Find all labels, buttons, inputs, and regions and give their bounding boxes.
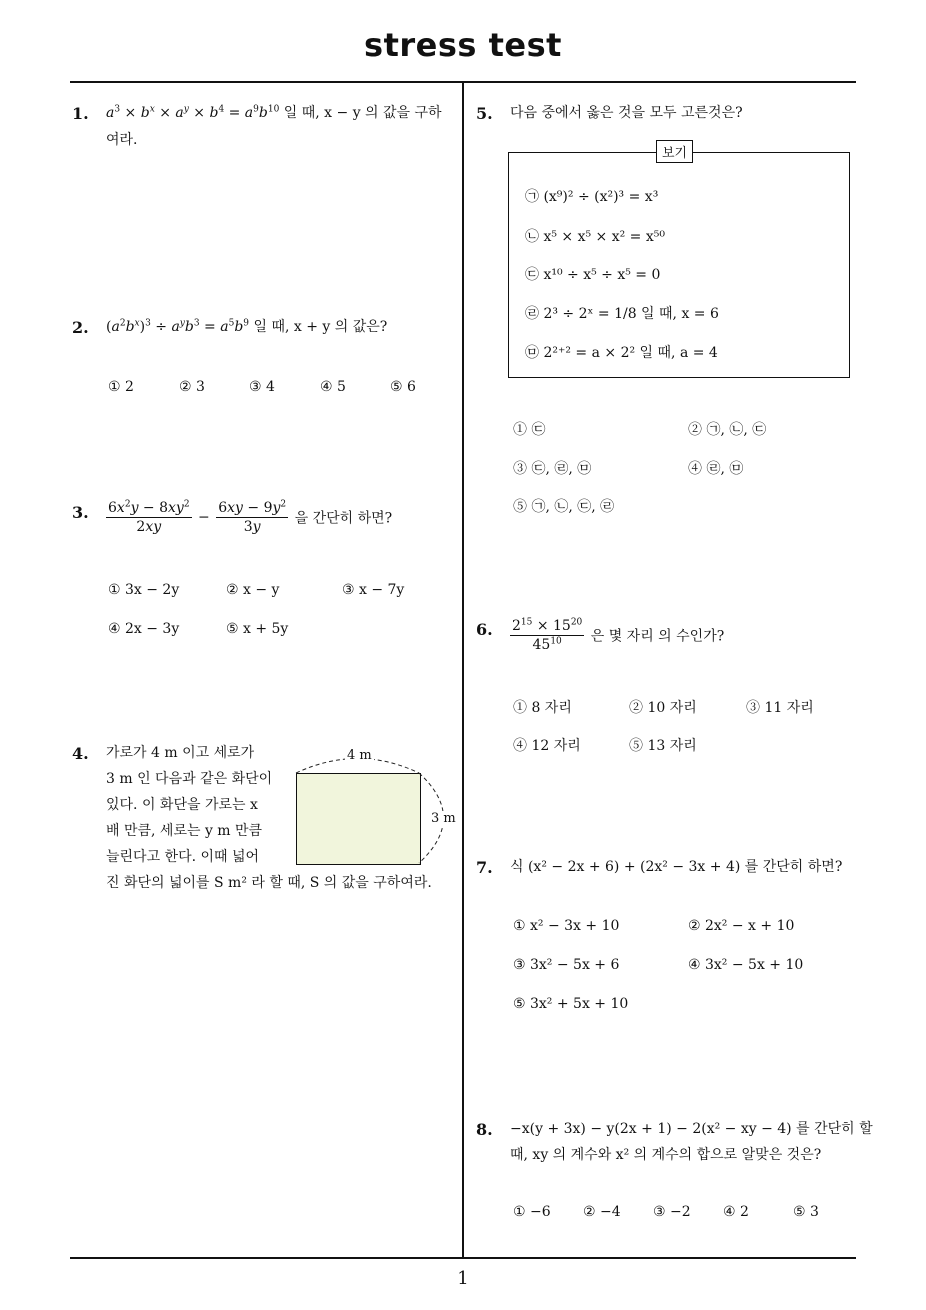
choice-2[interactable]: ② ㉠, ㉡, ㉢ — [688, 422, 767, 438]
choice-5[interactable]: ⑤ 3 — [793, 1204, 819, 1220]
fraction: $\frac{2^{15} \times 15^{20}}{45^{10}}$ — [512, 617, 583, 653]
height-label: 3 m — [431, 811, 456, 826]
question-number: 5. — [476, 104, 493, 123]
choice-1[interactable]: ① 3x − 2y — [108, 582, 180, 598]
choice-1[interactable]: ① −6 — [513, 1204, 551, 1220]
fraction-1: $\frac{6x^2y - 8xy^2}{2xy}$ — [108, 499, 190, 535]
question-number: 3. — [72, 503, 89, 522]
question-text-suffix: 일 때, x − y 의 값을 구하 — [279, 105, 442, 121]
choice-3[interactable]: ③ −2 — [653, 1204, 691, 1220]
choice-5[interactable]: ⑤ 3x² + 5x + 10 — [513, 996, 629, 1012]
question-text-line1: −x(y + 3x) − y(2x + 1) − 2(x² − xy − 4) 를 간단히 할 — [510, 1121, 873, 1137]
footer-rule — [70, 1257, 856, 1259]
question-text — [106, 100, 442, 127]
choice-2[interactable]: ② −4 — [583, 1204, 621, 1220]
equation: $a^3 \times b^x \times a^y \times b^4 = a^9b^{10}$ — [106, 104, 280, 121]
question-text — [508, 618, 724, 653]
bogi-label: 보기 — [656, 140, 693, 163]
question-text-line: 배 만큼, 세로는 y m 만큼 — [106, 823, 263, 839]
choice-1[interactable]: ① 8 자리 — [513, 700, 572, 716]
question-text: 식 (x² − 2x + 6) + (2x² − 3x + 4) 를 간단히 하면? — [510, 859, 843, 875]
bogi-item: ㉤ 2²⁺² = a × 2² 일 때, a = 4 — [525, 345, 718, 361]
choice-3[interactable]: ③ x − 7y — [342, 582, 405, 598]
choice-2[interactable]: ② x − y — [226, 582, 280, 598]
bogi-item: ㉠ (x⁹)² ÷ (x²)³ = x³ — [525, 189, 659, 205]
question-text-suffix: 은 몇 자리 의 수인가? — [590, 628, 725, 645]
question-text: $\frac{6x^2y - 8xy^2}{2xy}$ − $\frac{6xy - 9y^2}{3y}$ 을 간단히 하면? — [108, 499, 393, 535]
question-text-suffix: 일 때, x + y 의 값은? — [249, 319, 388, 335]
choice-5[interactable]: ⑤ 6 — [390, 379, 416, 395]
choice-1[interactable]: ① ㉢ — [513, 422, 546, 438]
equation: $(a^2b^x)^3 \div a^yb^3 = a^5b^9$ — [106, 318, 250, 335]
choice-3[interactable]: ③ 3x² − 5x + 6 — [513, 957, 620, 973]
question-number: 6. — [476, 620, 493, 639]
choice-4[interactable]: ④ 2 — [723, 1204, 749, 1220]
choice-5[interactable]: ⑤ 13 자리 — [629, 738, 697, 754]
choice-1[interactable]: ① 2 — [108, 379, 134, 395]
page-title: stress test — [364, 26, 562, 64]
choice-5[interactable]: ⑤ x + 5y — [226, 621, 289, 637]
question-text-line2: 때, xy 의 계수와 x² 의 계수의 합으로 알맞은 것은? — [510, 1147, 822, 1163]
question-number: 4. — [72, 744, 89, 763]
width-label: 4 m — [347, 748, 372, 763]
question-number: 7. — [476, 858, 493, 877]
question-text-line: 늘린다고 한다. 이때 넓어 — [106, 849, 260, 865]
choice-4[interactable]: ④ ㉣, ㉤ — [688, 461, 744, 477]
bogi-item: ㉣ 2³ ÷ 2ˣ = 1/8 일 때, x = 6 — [525, 306, 719, 322]
choice-5[interactable]: ⑤ ㉠, ㉡, ㉢, ㉣ — [513, 499, 615, 515]
question-text: 다음 중에서 옳은 것을 모두 고른것은? — [510, 105, 743, 121]
choice-3[interactable]: ③ 11 자리 — [746, 700, 814, 716]
question-number: 2. — [72, 318, 89, 337]
choice-3[interactable]: ③ ㉢, ㉣, ㉤ — [513, 461, 592, 477]
choice-3[interactable]: ③ 4 — [249, 379, 275, 395]
bogi-item: ㉡ x⁵ × x⁵ × x² = x⁵⁰ — [525, 229, 665, 245]
choice-2[interactable]: ② 2x² − x + 10 — [688, 918, 795, 934]
question-text — [106, 314, 387, 341]
question-text-line: 3 m 인 다음과 같은 화단이 — [106, 771, 273, 787]
choice-4[interactable]: ④ 5 — [320, 379, 346, 395]
choice-4[interactable]: ④ 3x² − 5x + 10 — [688, 957, 804, 973]
choice-1[interactable]: ① x² − 3x + 10 — [513, 918, 620, 934]
question-number: 1. — [72, 104, 89, 123]
page-number: 1 — [457, 1268, 469, 1289]
bogi-item: ㉢ x¹⁰ ÷ x⁵ ÷ x⁵ = 0 — [525, 267, 661, 283]
fraction-2: $\frac{6xy - 9y^2}{3y}$ — [218, 499, 287, 535]
question-text-line2: 여라. — [106, 132, 138, 148]
question-text-line: 진 화단의 넓이를 S m² 라 할 때, S 의 값을 구하여라. — [106, 875, 432, 891]
choice-4[interactable]: ④ 12 자리 — [513, 738, 581, 754]
choice-4[interactable]: ④ 2x − 3y — [108, 621, 180, 637]
choice-2[interactable]: ② 10 자리 — [629, 700, 697, 716]
question-text-line: 가로가 4 m 이고 세로가 — [106, 745, 255, 761]
question-text-suffix: 을 간단히 하면? — [294, 510, 393, 527]
question-text-line: 있다. 이 화단을 가로는 x — [106, 797, 258, 813]
question-number: 8. — [476, 1120, 493, 1139]
choice-2[interactable]: ② 3 — [179, 379, 205, 395]
column-divider — [462, 82, 464, 1258]
